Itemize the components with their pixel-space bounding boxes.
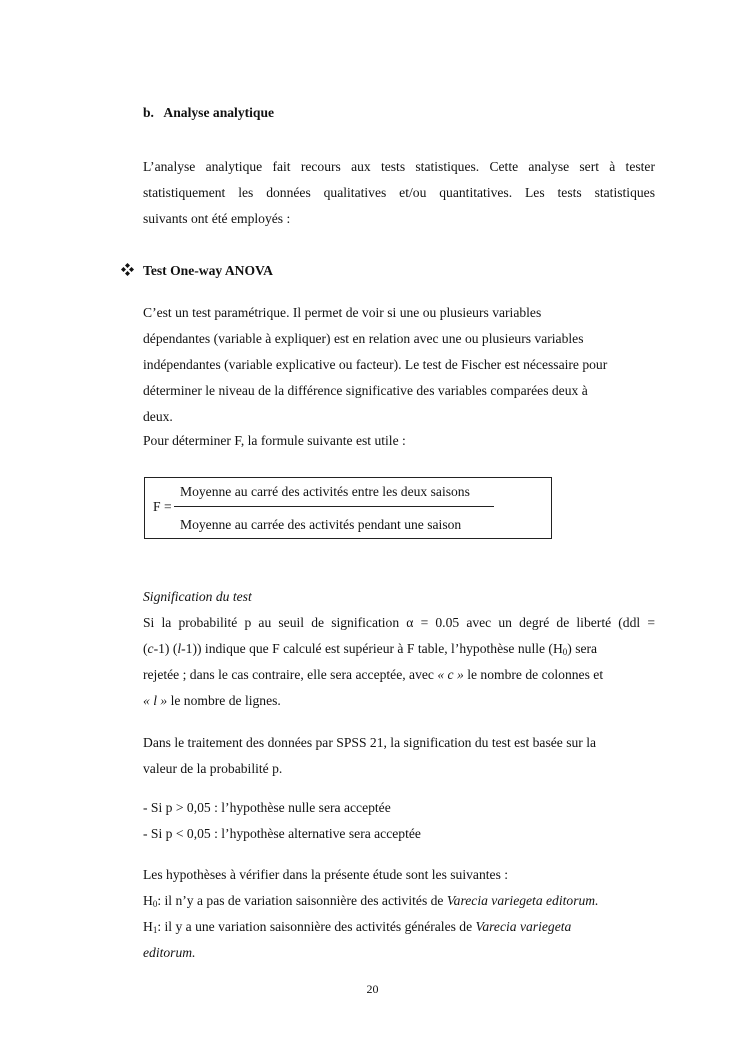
signification-line-2: (c-1) (l-1)) indique que F calculé est supérieur à F table, l’hypothèse nulle $(H_0)$ sera [143,641,598,657]
anova-line-1: C’est un test paramétrique. Il permet de voir si une ou plusieurs variables [143,305,542,320]
h0-label: H [143,893,153,908]
h0-text: : il n’y a pas de variation saisonnière des activités de [157,893,444,908]
intro-line-2: statistiquement les données qualitatives et/ou quantitatives. Les tests statistiques [143,185,655,200]
rule-1: - Si p > 0,05 : l’hypothèse nulle sera acceptée [143,800,391,815]
spss-line-1: Dans le traitement des données par SPSS 21, la signification du test est basée sur la [143,735,597,750]
formula-lhs: F = [153,499,172,514]
hypotheses-intro: Les hypothèses à vérifier dans la présente étude sont les suivantes : [143,867,509,882]
l-quote: « l » [143,693,168,708]
spss-line-2: valeur de la probabilité p. [143,761,283,776]
h0-sub: 0 [152,899,158,909]
diamond-bullet-icon [121,263,134,276]
h1-text: : il y a une variation saisonnière des activités générales de [157,919,473,934]
bullet-heading: Test One-way ANOVA [143,263,273,278]
l2-part-a: -1) ( [153,641,178,656]
h1-sub: 1 [152,925,158,935]
h0-subscript: 0 [562,647,568,657]
signification-line-4 [143,692,281,710]
anova-line-4: déterminer le niveau de la différence significative des variables comparées deux à [143,383,588,398]
l2-part-b: -1)) indique que F calculé est supérieur à F table, l’hypothèse nulle (H [181,641,563,656]
anova-line-2: dépendantes (variable à expliquer) est en relation avec une ou plusieurs variables [143,331,584,346]
fraction-rule [174,506,494,507]
section-heading [143,104,274,122]
signification-heading: Signification du test [143,589,252,604]
anova-line-3: indépendantes (variable explicative ou facteur). Le test de Fischer est nécessaire pour [143,357,608,372]
l3-part-b: le nombre de colonnes et [467,667,604,682]
anova-line-6: Pour déterminer F, la formule suivante est utile : [143,433,406,448]
rule-2: - Si p < 0,05 : l’hypothèse alternative sera acceptée [143,826,421,841]
hypothesis-h1 [143,918,655,936]
l3-part-a: rejetée ; dans le cas contraire, elle sera acceptée, avec [143,667,434,682]
signification-line-3 [143,666,655,684]
intro-line-3: suivants ont été employés : [143,211,291,226]
section-title: Analyse analytique [163,105,275,120]
h0-species: Varecia variegeta editorum. [446,893,599,908]
signification-line-1: Si la probabilité p au seuil de signification α = 0.05 avec un degré de liberté (ddl = [143,615,655,630]
h1-species-a: Varecia variegeta [475,919,572,934]
formula-numerator: Moyenne au carré des activités entre les deux saisons [180,484,470,499]
l4-part-b: le nombre de lignes. [170,693,281,708]
section-letter: b. [143,105,154,120]
var-c: c [147,641,154,656]
h1-label: H [143,919,153,934]
c-quote: « c » [437,667,464,682]
hypothesis-h0 [143,892,599,910]
intro-line-1: L’analyse analytique fait recours aux tests statistiques. Cette analyse sert à tester [143,159,655,174]
var-l: l [177,641,182,656]
l2-end: ) sera [567,641,598,656]
formula-denominator: Moyenne au carrée des activités pendant une saison [180,517,462,532]
hypothesis-h1-cont: editorum. [143,945,196,960]
page-number: 20 [366,982,379,996]
anova-line-5: deux. [143,409,173,424]
